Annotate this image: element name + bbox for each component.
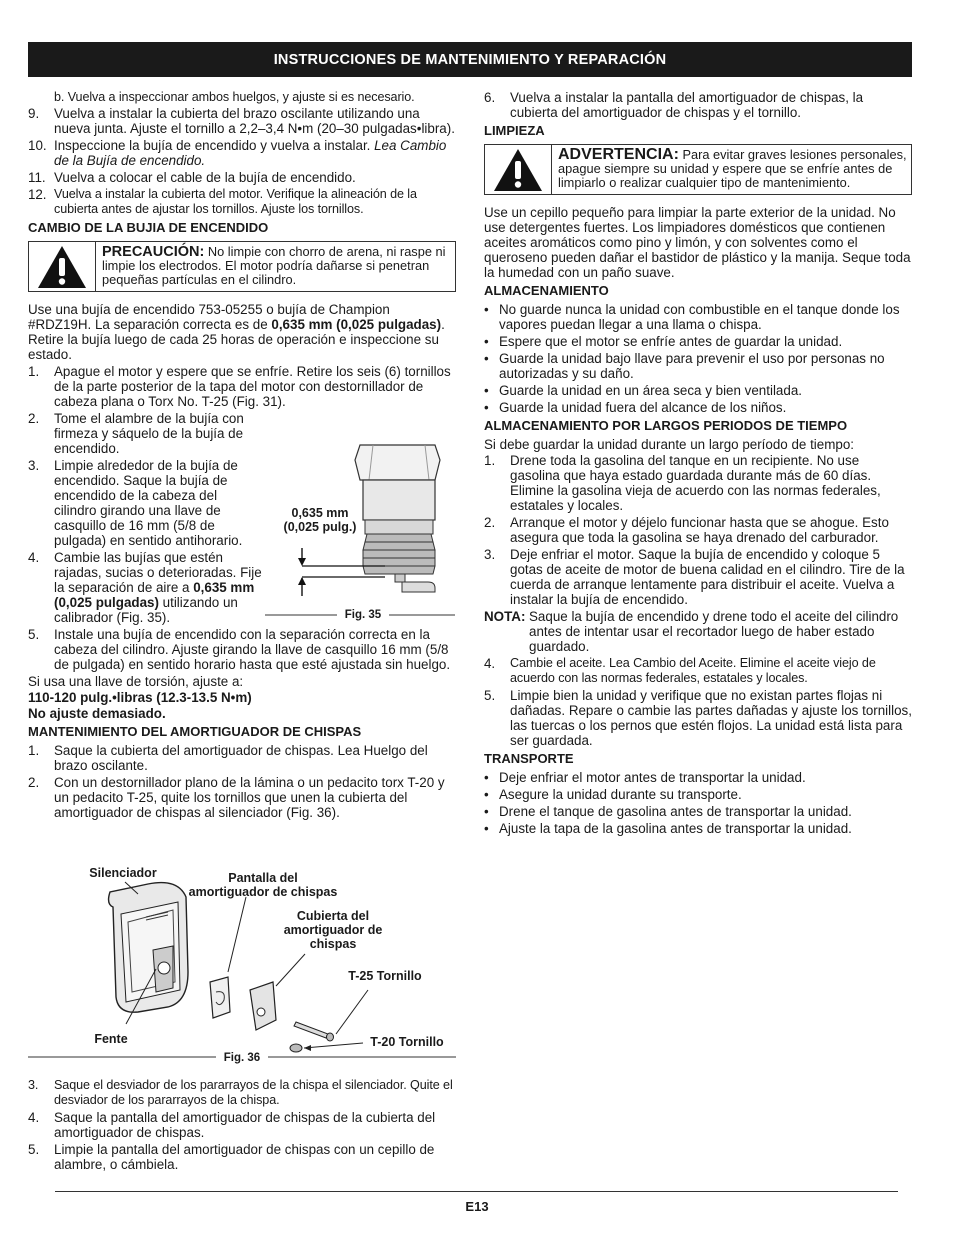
caution-label: PRECAUCIÓN:: [102, 244, 205, 260]
caution-text: No limpie con chorro de arena, ni raspe ni limpie los electrodos. El motor podría dañarse si penetran pequeñas partículas en el cilindro.: [102, 244, 446, 287]
nota: NOTA: Saque la bujía de encendido y drene todo el aceite del cilindro antes de intentar usar el recortador luego de haber estado guardado.: [484, 609, 899, 654]
spark-step-5: 5. Instale una bujía de encendido con la separación correcta en la cabeza del cilindro. Ajuste girando la llave de casquillo 16 mm (5/8 de pulgada) en sentido horario hasta que esté ajustada sin huelgo.: [28, 627, 451, 672]
caution-box: [28, 241, 456, 292]
step-b: b. Vuelva a inspeccionar ambos huelgos, y ajuste si es necesario.: [54, 90, 415, 104]
spark-plug-figure: [265, 440, 455, 630]
arrester-step-6: 6. Vuelva a instalar la pantalla del amortiguador de chispas, la cubierta del amortiguador de chispas y el tornillo.: [484, 90, 864, 120]
spark-step-4: 4. Cambie las bujías que estén rajadas, sucias o deterioradas. Fije la separación de aire a 0,635 mm (0,025 pulgadas) utilizando un calibrador (Fig. 35).: [28, 550, 262, 625]
largo-intro: Si debe guardar la unidad durante un largo período de tiempo:: [484, 437, 854, 452]
step-11: 11. Vuelva a colocar el cable de la bujía de encendido.: [28, 170, 356, 185]
spark-arrester-figure: [28, 862, 456, 1070]
label-pantalla: Pantalla del amortiguador de chispas: [188, 871, 338, 899]
list-item: • Drene el tanque de gasolina antes de transportar la unidad.: [484, 804, 852, 819]
list-item: • Asegure la unidad durante su transporte.: [484, 787, 742, 802]
spark-heading: CAMBIO DE LA BUJIA DE ENCENDIDO: [28, 220, 269, 235]
list-item: • Guarde la unidad en un área seca y bien ventilada.: [484, 383, 802, 398]
section-header: [28, 42, 912, 77]
list-item: • No guarde nunca la unidad con combustible en el tanque donde los vapores puedan llegar a una llama o chispa.: [484, 302, 900, 332]
step-9: 9. Vuelva a instalar la cubierta del brazo oscilante utilizando una nueva junta. Ajuste el tornillo a 2,2–3,4 N•m (20–30 pulgadas•libra).: [28, 106, 455, 136]
page-number: E13: [465, 1199, 489, 1214]
list-item: • Espere que el motor se enfríe antes de guardar la unidad.: [484, 334, 843, 349]
arrester-heading: MANTENIMIENTO DEL AMORTIGUADOR DE CHISPAS: [28, 724, 362, 739]
label-silenciador: Silenciador: [89, 866, 157, 880]
section-title: INSTRUCCIONES DE MANTENIMIENTO Y REPARACIÓN: [273, 51, 667, 68]
warning-triangle-icon: [485, 145, 552, 194]
arrester-step-1: 1. Saque la cubierta del amortiguador de chispas. Lea Huelgo del brazo oscilante.: [28, 743, 428, 773]
list-item: • Deje enfriar el motor antes de transportar la unidad.: [484, 770, 806, 785]
arrester-step-4: 4. Saque la pantalla del amortiguador de chispas de la cubierta del amortiguador de chispas.: [28, 1110, 436, 1140]
label-cubierta: Cubierta del amortiguador de chispas: [283, 909, 383, 951]
fig-36-caption: Fig. 36: [223, 1052, 261, 1064]
label-t25: T-25 Tornillo: [348, 969, 422, 983]
left-column-bottom: [28, 1078, 456, 1174]
limpieza-heading: LIMPIEZA: [484, 123, 545, 138]
warning-box: [484, 144, 912, 195]
list-item: • Guarde la unidad fuera del alcance de los niños.: [484, 400, 787, 415]
spark-plug-illustration: [265, 440, 455, 630]
spark-intro: Use una bujía de encendido 753-05255 o bujía de Champion #RDZ19H. La separación correcta es de 0,635 mm (0,025 pulgadas). Retire la bujía luego de cada 25 horas de operación e inspeccione su estado.: [28, 302, 445, 362]
transporte-heading: TRANSPORTE: [484, 751, 574, 766]
largo-step-2: 2. Arranque el motor y déjelo funcionar hasta que se ahogue. Esto asegura que toda la gasolina se haya drenado del carburador.: [484, 515, 889, 545]
step-10: 10. Inspeccione la bujía de encendido y vuelva a instalar. Lea Cambio de la Bujía de encendido.: [28, 138, 447, 168]
warning-triangle-icon: [29, 242, 96, 291]
list-item: • Ajuste la tapa de la gasolina antes de transportar la unidad.: [484, 821, 852, 836]
spark-step-2: 2. Tome el alambre de la bujía con firmeza y sáquelo de la bujía de encendido.: [28, 411, 244, 456]
arrester-step-3: 3. Saque el desviador de los pararrayos de la chispa el silenciador. Quite el desviador de los pararrayos de la chispa.: [28, 1078, 453, 1107]
arrester-step-2: 2. Con un destornillador plano de la lámina o un pedacito torx T-20 y un pedacito T-25, quite los tornillos que unen la cubierta del amortiguador de chispas al silenciador (Fig. 36).: [28, 775, 445, 820]
largo-heading: ALMACENAMIENTO POR LARGOS PERIODOS DE TIEMPO: [484, 418, 848, 433]
gap-label: 0,635 mm (0,025 pulg.): [283, 506, 357, 534]
largo-step-1: 1. Drene toda la gasolina del tanque en un recipiente. No use gasolina que haya estado guardada durante más de 60 días. Elimine la gasolina vieja de acuerdo con las normas federales, estatales y locales.: [484, 453, 881, 513]
warning-label: ADVERTENCIA:: [558, 146, 679, 163]
list-item: • Guarde la unidad bajo llave para prevenir el uso por personas no autorizadas y su daño.: [484, 351, 885, 381]
largo-step-4: 4. Cambie el aceite. Lea Cambio del Aceite. Elimine el aceite viejo de acuerdo con las normas federales, estatales y locales.: [484, 656, 876, 685]
torque-value: 110-120 pulg.•libras (12.3-13.5 N•m): [28, 690, 252, 705]
torque-intro: Si usa una llave de torsión, ajuste a:: [28, 674, 244, 689]
limpieza-text: Use un cepillo pequeño para limpiar la parte exterior de la unidad. No use detergentes fuertes. Los limpiadores domésticos que contienen aceites aromáticos como pino y limón, y con solventes como el queroseno pueden dañar el bastidor de plástico y la manija. Seque toda la humedad con un paño suave.: [484, 205, 911, 280]
spark-step-1: 1. Apague el motor y espere que se enfríe. Retire los seis (6) tornillos de la parte posterior de la tapa del motor con destornillador de cabeza plana o Torx No. T-25 (Fig. 31).: [28, 364, 451, 409]
torque-warning: No ajuste demasiado.: [28, 706, 166, 721]
fig-35-caption: Fig. 35: [344, 609, 382, 621]
almacenamiento-heading: ALMACENAMIENTO: [484, 283, 609, 298]
footer-divider: [55, 1191, 898, 1192]
largo-step-5: 5. Limpie bien la unidad y verifique que no existan partes flojas ni dañadas. Repare o cambie las partes dañadas y ajuste los tornillos, las tuercas o los pernos que estén flojos. La unidad está lista para ser guardada.: [484, 688, 912, 748]
right-column: [484, 90, 912, 838]
largo-step-3: 3. Deje enfriar el motor. Saque la bujía de encendido y coloque 5 gotas de aceite de motor de buena calidad en el cilindro. Tire de la cuerda de arranque lentamente para distribuir el aceite. Vuelva a instalar la bujía de encendido.: [484, 547, 905, 607]
arrester-step-5: 5. Limpie la pantalla del amortiguador de chispas con un cepillo de alambre, o cámbiela.: [28, 1142, 435, 1172]
warning-text: Para evitar graves lesiones personales, apague siempre su unidad y espere que se enfríe antes de limpiarlo o realizar cualquier tipo de mantenimiento.: [558, 147, 907, 190]
label-t20: T-20 Tornillo: [370, 1035, 444, 1049]
spark-step-3: 3. Limpie alrededor de la bujía de encendido. Saque la bujía de encendido de la cabeza del cilindro girando una llave de casquillo de 16 mm (5/8 de pulgada) en sentido antihorario.: [28, 458, 243, 548]
label-fente: Fente: [94, 1032, 128, 1046]
step-12: 12. Vuelva a instalar la cubierta del motor. Verifique la alineación de la cubierta antes de ajustar los tornillos. Ajuste los tornillos.: [28, 187, 417, 216]
